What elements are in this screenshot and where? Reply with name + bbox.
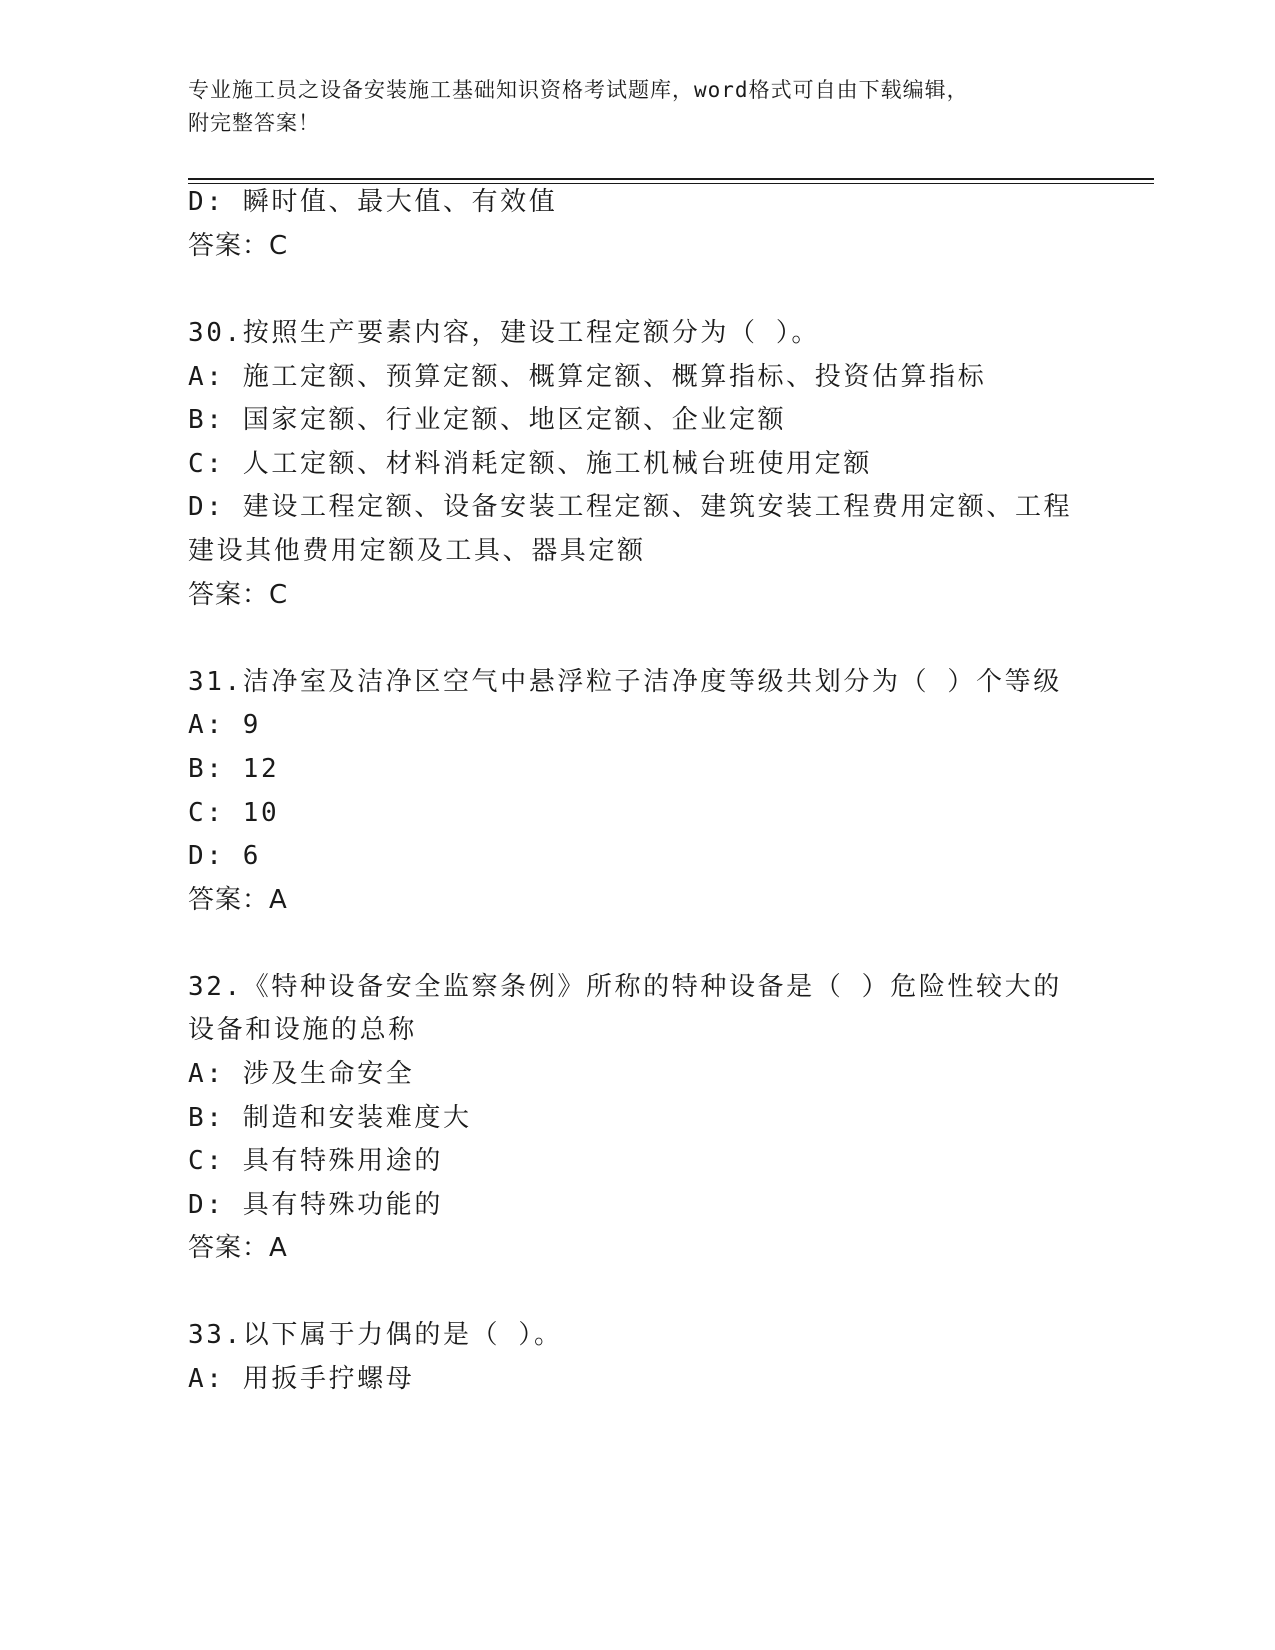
question-31: 31.洁净室及洁净区空气中悬浮粒子洁净度等级共划分为（ ）个等级 [188, 667, 1062, 697]
option-a-q31: A: 9 [188, 710, 262, 740]
option-d-q29: D: 瞬时值、最大值、有效值 [188, 187, 558, 217]
option-a-q33: A: 用扳手拧螺母 [188, 1364, 415, 1394]
question-32-continued: 设备和设施的总称 [188, 1015, 417, 1045]
option-c-q32: C: 具有特殊用途的 [188, 1146, 443, 1176]
header-divider-thick [188, 178, 1154, 180]
option-b-q32: B: 制造和安装难度大 [188, 1103, 472, 1133]
answer-q32: 答案：A [188, 1233, 288, 1263]
option-c-q31: C: 10 [188, 798, 280, 828]
document-header [188, 74, 1068, 140]
option-c-q30: C: 人工定额、材料消耗定额、施工机械台班使用定额 [188, 449, 872, 479]
option-d-q30: D: 建设工程定额、设备安装工程定额、建筑安装工程费用定额、工程 [188, 492, 1073, 522]
answer-q30: 答案：C [188, 580, 289, 610]
answer-q29: 答案：C [188, 231, 289, 261]
option-d-q31: D: 6 [188, 841, 262, 871]
option-b-q30: B: 国家定额、行业定额、地区定额、企业定额 [188, 405, 787, 435]
question-30: 30.按照生产要素内容，建设工程定额分为（ ）。 [188, 318, 821, 348]
option-b-q31: B: 12 [188, 754, 280, 784]
option-d-q32: D: 具有特殊功能的 [188, 1190, 443, 1220]
option-d-q30-continued: 建设其他费用定额及工具、器具定额 [188, 536, 646, 566]
option-a-q30: A: 施工定额、预算定额、概算定额、概算指标、投资估算指标 [188, 362, 987, 392]
answer-q31: 答案：A [188, 885, 288, 915]
header-line-2: 附完整答案！ [188, 111, 320, 135]
option-a-q32: A: 涉及生命安全 [188, 1059, 415, 1089]
header-line-1: 专业施工员之设备安装施工基础知识资格考试题库，word格式可自由下载编辑， [188, 78, 969, 102]
header-divider-thin [188, 183, 1154, 184]
question-32: 32.《特种设备安全监察条例》所称的特种设备是（ ）危险性较大的 [188, 972, 1062, 1002]
question-33: 33.以下属于力偶的是（ ）。 [188, 1320, 563, 1350]
